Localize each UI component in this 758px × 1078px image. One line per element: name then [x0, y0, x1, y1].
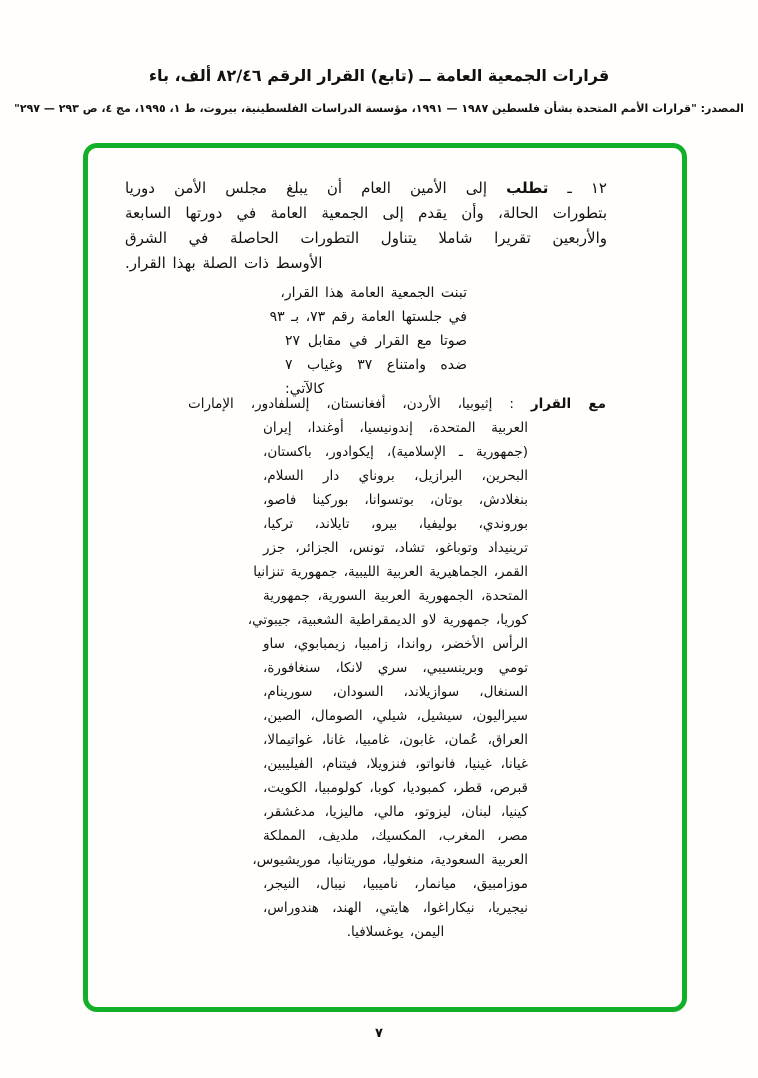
text-line: بوروندي، بوليفيا، بيرو، تايلاند، تركيا، — [263, 516, 528, 532]
text-line: صوتا مع القرار في مقابل ٢٧ — [285, 333, 467, 349]
text-line: ترينيداد وتوباغو، تشاد، تونس، الجزائر، جزر — [263, 540, 528, 556]
text-line: اليمن، يوغسلافيا. — [346, 924, 445, 940]
text-line: كوريا، جمهورية لاو الديمقراطية الشعبية، جيبوتي، — [247, 612, 528, 628]
green-border-box — [83, 143, 687, 1012]
text-line: السنغال، سوازيلاند، السودان، سورينام، — [263, 684, 528, 700]
text-line: العربية السعودية، منغوليا، موريتانيا، موريشيوس، — [252, 852, 528, 868]
text-line: سيراليون، سيشيل، شيلي، الصومال، الصين، — [263, 708, 528, 724]
source-citation-line: المصدر: "قرارات الأمم المتحدة بشأن فلسطين ١٩٨٧ — ١٩٩١، مؤسسة الدراسات الفلسطينية، بيروت، ط ١، ١٩٩٥، مج ٤، ص ٢٩٣ — ٢٩٧" — [14, 102, 744, 115]
text-line: كالآتي: — [285, 381, 325, 397]
text-line: بتطورات الحالة، وأن يقدم إلى الجمعية العامة في دورتها السابعة — [125, 204, 607, 222]
paragraph-12 — [125, 176, 607, 276]
text-line: المتحدة، الجمهورية العربية السورية، جمهورية — [263, 588, 528, 604]
text-line: تومي وبرينسيبي، سري لانكا، سنغافورة، — [263, 660, 528, 676]
text-line: مع القرار : إثيوبيا، الأردن، أفغانستان، إلسلفادور، الإمارات — [188, 396, 606, 412]
text-line: الأوسط ذات الصلة بهذا القرار. — [125, 254, 323, 272]
text-line: غيانا، غينيا، فانواتو، فنزويلا، فيتنام، الفيليبين، — [263, 756, 528, 772]
page-title: قرارات الجمعية العامة ــ (تابع) القرار الرقم ٨٢/٤٦ ألف، باء — [148, 66, 610, 85]
text-line: والأربعين تقريرا شاملا يتناول التطورات الحاصلة في الشرق — [125, 229, 607, 247]
text-line: قبرص، قطر، كمبوديا، كوبا، كولومبيا، الكويت، — [263, 780, 528, 796]
vote-in-favour-list — [188, 392, 606, 944]
text-line: العراق، عُمان، غابون، غامبيا، غانا، غواتيمالا، — [263, 732, 528, 748]
text-line: موزامبيق، ميانمار، ناميبيا، نيبال، النيجر، — [263, 876, 528, 892]
text-line: الرأس الأخضر، رواندا، زامبيا، زيمبابوي، ساو — [263, 636, 528, 652]
text-line: نيجيريا، نيكاراغوا، هايتي، الهند، هندوراس، — [263, 900, 528, 916]
page-number: ٧ — [375, 1026, 383, 1041]
text-line: تبنت الجمعية العامة هذا القرار، — [280, 285, 467, 301]
text-line: ١٢ ـ تطلب إلى الأمين العام أن يبلغ مجلس الأمن دوريا — [125, 179, 607, 197]
adoption-note — [269, 281, 467, 401]
text-line: كينيا، لبنان، ليزوتو، مالي، ماليزيا، مدغشقر، — [263, 804, 528, 820]
text-line: ضده وامتناع ٣٧ وغياب ٧ — [285, 357, 467, 373]
text-line: في جلستها العامة رقم ٧٣، بـ ٩٣ — [269, 309, 467, 325]
text-line: البحرين، البرازيل، بروناي دار السلام، — [263, 468, 528, 484]
text-line: القمر، الجماهيرية العربية الليبية، جمهورية تنزانيا — [253, 564, 528, 580]
text-line: بنغلادش، بوتان، بوتسوانا، بوركينا فاصو، — [263, 492, 528, 508]
text-line: (جمهورية ـ الإسلامية)، إيكوادور، باكستان، — [263, 444, 528, 460]
text-line: العربية المتحدة، إندونيسيا، أوغندا، إيران — [263, 420, 528, 436]
text-line: مصر، المغرب، المكسيك، ملديف، المملكة — [263, 828, 528, 844]
